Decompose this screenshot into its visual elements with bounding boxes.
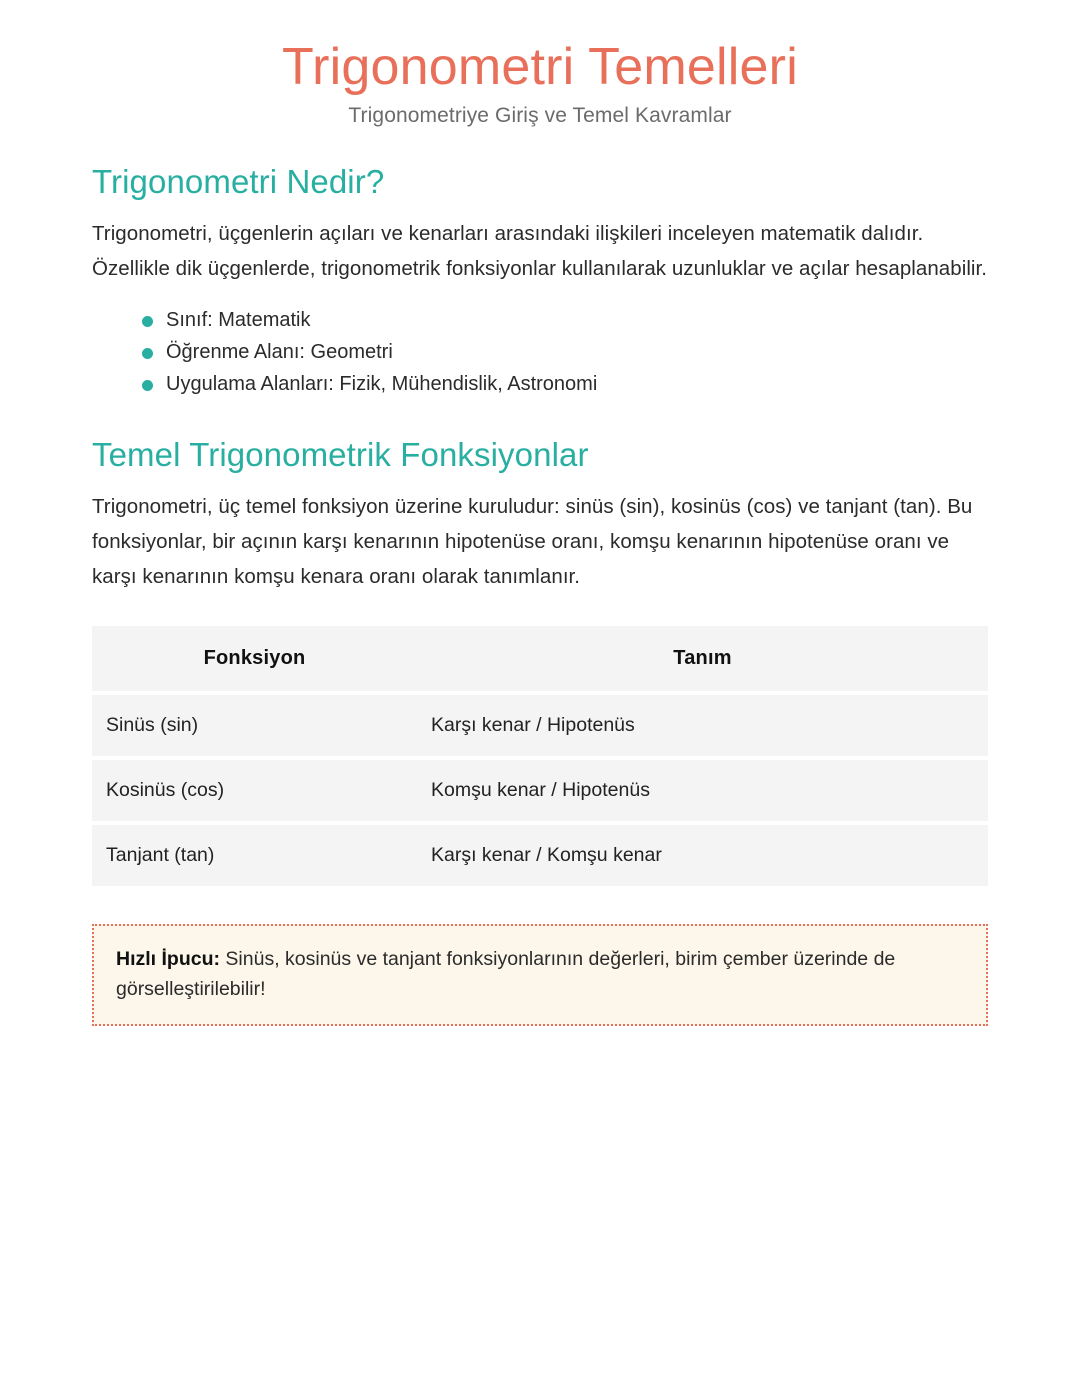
key-facts-list	[92, 306, 988, 399]
table-cell-definition: Komşu kenar / Hipotenüs	[417, 760, 988, 821]
quick-tip-label: Hızlı İpucu:	[116, 948, 220, 971]
table-row	[92, 695, 988, 756]
table-header-row	[92, 626, 988, 691]
table-row	[92, 760, 988, 821]
list-item-label: Sınıf: Matematik	[166, 309, 311, 332]
list-item-label: Öğrenme Alanı: Geometri	[166, 340, 393, 363]
section-heading-what-is-trigonometry: Trigonometri Nedir?	[92, 163, 385, 201]
table-cell-function: Kosinüs (cos)	[92, 760, 417, 821]
table-cell-function: Sinüs (sin)	[92, 695, 417, 756]
table-header	[92, 626, 988, 691]
bullet-dot-icon	[142, 380, 153, 391]
section-paragraph-what-is-trigonometry: Trigonometri, üçgenlerin açıları ve kenarları arasındaki ilişkileri inceleyen matematik dalıdır. Özellikle dik üçgenlerde, trigonometrik fonksiyonlar kullanılarak uzunluklar ve açılar hesaplanabilir.	[92, 221, 988, 281]
quick-tip-callout	[92, 924, 988, 1026]
table-column-header-definition: Tanım	[417, 626, 988, 691]
quick-tip-text: Sinüs, kosinüs ve tanjant fonksiyonlarının değerleri, birim çember üzerinde de görselleştirilebilir!	[116, 948, 896, 1000]
bullet-dot-icon	[142, 348, 153, 359]
document-content	[0, 162, 1080, 1026]
trigonometric-functions-table	[92, 622, 988, 890]
bullet-dot-icon	[142, 316, 153, 327]
table-column-header-function: Fonksiyon	[92, 626, 417, 691]
table-cell-function: Tanjant (tan)	[92, 825, 417, 886]
section-paragraph-basic-functions: Trigonometri, üç temel fonksiyon üzerine kuruludur: sinüs (sin), kosinüs (cos) ve tanjant (tan). Bu fonksiyonlar, bir açının karşı kenarının hipotenüse oranı, komşu kenarının hipotenüse oranı ve karşı kenarının komşu kenara oranı olarak tanımlanır.	[92, 494, 973, 589]
list-item	[142, 370, 988, 400]
table-row	[92, 825, 988, 886]
list-item	[142, 338, 988, 368]
table-body	[92, 695, 988, 886]
list-item-label: Uygulama Alanları: Fizik, Mühendislik, Astronomi	[166, 372, 598, 395]
section-heading-basic-functions: Temel Trigonometrik Fonksiyonlar	[92, 436, 589, 474]
document-header	[0, 0, 1080, 128]
table-cell-definition: Karşı kenar / Komşu kenar	[417, 825, 988, 886]
list-item	[142, 306, 988, 336]
page-subtitle: Trigonometriye Giriş ve Temel Kavramlar	[348, 104, 732, 128]
table-cell-definition: Karşı kenar / Hipotenüs	[417, 695, 988, 756]
page-title: Trigonometri Temelleri	[282, 38, 798, 96]
